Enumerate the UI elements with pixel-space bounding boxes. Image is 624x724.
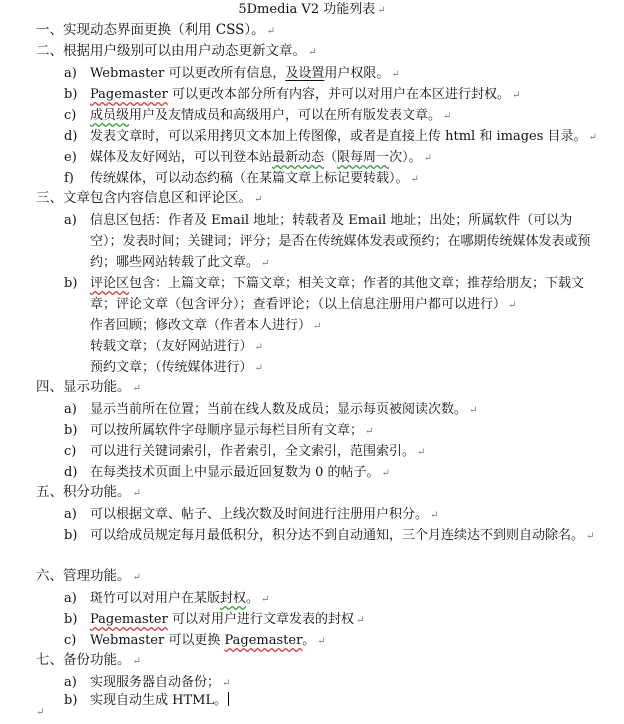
title-text: 5Dmedia V2 功能列表 <box>238 2 376 17</box>
paragraph-mark: ↵ <box>377 5 386 16</box>
list-item-text: Webmaster 可以更改所有信息，及设置用户权限。 ↵ <box>90 66 400 81</box>
list-item <box>64 525 604 547</box>
section-heading-text: 六、管理功能。 <box>36 568 131 584</box>
paragraph-mark: ↵ <box>132 488 141 499</box>
list-item-label: d) <box>64 465 78 480</box>
section-heading-5 <box>36 483 141 503</box>
list-item-label: a) <box>64 507 77 522</box>
list-item-text: 可以进行关键词索引，作者索引，全文索引，范围索引。 ↵ <box>90 444 426 459</box>
list-item-label: a) <box>64 675 77 690</box>
paragraph-mark: ↵ <box>132 383 141 394</box>
list-item <box>64 420 604 442</box>
section-heading-6 <box>36 567 141 587</box>
list-item-text: 传统媒体，可以动态约稿（在某篇文章上标记要转载）。 ↵ <box>90 171 419 186</box>
continuation-line: 作者回顾；修改文章（作者本人进行） ↵ <box>90 318 322 333</box>
list-item-label: a) <box>64 402 77 417</box>
section-heading-2 <box>36 42 316 62</box>
list-item <box>64 609 604 631</box>
list-item-text: 实现服务器自动备份； ↵ <box>90 675 231 690</box>
list-item-label: b) <box>64 276 78 291</box>
section-heading-text: 四、显示功能。 <box>36 379 131 395</box>
section-heading-text: 七、备份功能。 <box>36 652 131 668</box>
list-item-label: a) <box>64 66 77 81</box>
list-item-label: a) <box>64 213 77 228</box>
section-heading-text: 三、文章包含内容信息区和评论区。 <box>36 190 252 206</box>
paragraph-mark: ↵ <box>254 194 263 205</box>
list-item <box>64 168 604 190</box>
list-item <box>64 84 604 106</box>
list-item-label: d) <box>64 129 78 144</box>
section-heading-text: 二、根据用户级别可以由用户动态更新文章。 <box>36 43 306 59</box>
section-heading-text: 一、实现动态界面更换（利用 CSS）。 <box>36 22 265 38</box>
section-heading-1 <box>36 21 275 41</box>
list-item-text: 发表文章时，可以采用拷贝文本加上传图像，或者是直接上传 html 和 images 目录。 ↵ <box>90 129 597 144</box>
paragraph-mark: ↵ <box>308 47 317 58</box>
section-heading-7 <box>36 651 141 671</box>
list-item <box>64 690 604 711</box>
list-item-label: a) <box>64 591 77 606</box>
list-item-text: 可以根据文章、帖子、上线次数及时间进行注册用户积分。 ↵ <box>90 507 439 522</box>
list-item-text: 成员级用户及友情成员和高级用户，可以在所有版发表文章。 ↵ <box>90 108 452 123</box>
list-item <box>64 462 604 484</box>
document-title <box>0 2 624 19</box>
list-item-text: 评论区包含：上篇文章；下篇文章；相关文章；作者的其他文章；推荐给朋友；下载文章；评论文章（包含评分）；查看评论；（以上信息注册用户都可以进行） ↵ <box>90 276 585 312</box>
list-item <box>64 273 604 316</box>
list-item <box>64 105 604 127</box>
list-item-label: b) <box>64 612 78 627</box>
list-item-label: e) <box>64 150 77 165</box>
list-item-label: c) <box>64 108 77 123</box>
list-item <box>64 441 604 463</box>
list-item <box>64 588 604 610</box>
list-item <box>64 630 604 652</box>
paragraph-mark: ↵ <box>132 656 141 667</box>
list-item-label: b) <box>64 87 78 102</box>
continuation-line: 预约文章；（传统媒体进行） ↵ <box>90 360 263 375</box>
list-item-label: b) <box>64 528 78 543</box>
list-item <box>64 147 604 169</box>
list-item <box>64 399 604 421</box>
list-item-text: 可以给成员规定每月最低积分，积分达不到自动通知，三个月连续达不到则自动除名。 ↵ <box>90 528 595 543</box>
list-item-text: Pagemaster 可以更改本部分所有内容，并可以对用户在本区进行封权。 ↵ <box>90 87 521 102</box>
list-item-text: 斑竹可以对用户在某版封权。 ↵ <box>90 591 270 606</box>
list-item-label: f) <box>64 171 74 186</box>
list-item-label: c) <box>64 633 77 648</box>
list-item-label: b) <box>64 423 78 438</box>
list-item <box>64 504 604 526</box>
end-paragraph-mark: ↵ <box>36 707 45 718</box>
list-item-text: 在每类技术页面上中显示最近回复数为 0 的帖子。 ↵ <box>90 465 390 480</box>
continuation-line: 转载文章；（友好网站进行） ↵ <box>90 339 263 354</box>
paragraph-mark: ↵ <box>132 572 141 583</box>
list-item-label: c) <box>64 444 77 459</box>
list-item-text: 媒体及友好网站，可以刊登本站最新动态（限每周一次）。 ↵ <box>90 150 432 165</box>
list-item-text: 可以按所属软件字母顺序显示每栏目所有文章； ↵ <box>90 423 374 438</box>
list-item-text: 显示当前所在位置；当前在线人数及成员；显示每页被阅读次数。 ↵ <box>90 402 478 417</box>
list-item <box>64 63 604 85</box>
list-item-text: 实现自动生成 HTML。 <box>90 693 228 708</box>
paragraph-mark: ↵ <box>266 26 276 37</box>
list-item-label: b) <box>64 693 78 708</box>
list-item-text: Pagemaster 可以对用户进行文章发表的封权 ↵ <box>90 612 365 627</box>
text-cursor <box>228 692 229 706</box>
list-item-text: 信息区包括：作者及 Email 地址；转载者及 Email 地址；出处；所属软件（可以为空）；发表时间；关键词；评分；是否在传统媒体发表或预约；在哪期传统媒体发表或预约；哪些网站转载了此文章。 ↵ <box>90 213 591 270</box>
section-heading-3 <box>36 189 262 209</box>
section-heading-text: 五、积分功能。 <box>36 484 131 500</box>
list-item-text: Webmaster 可以更换 Pagemaster。 ↵ <box>90 633 326 648</box>
list-item <box>64 126 604 148</box>
list-item <box>64 210 604 274</box>
section-heading-4 <box>36 378 141 398</box>
